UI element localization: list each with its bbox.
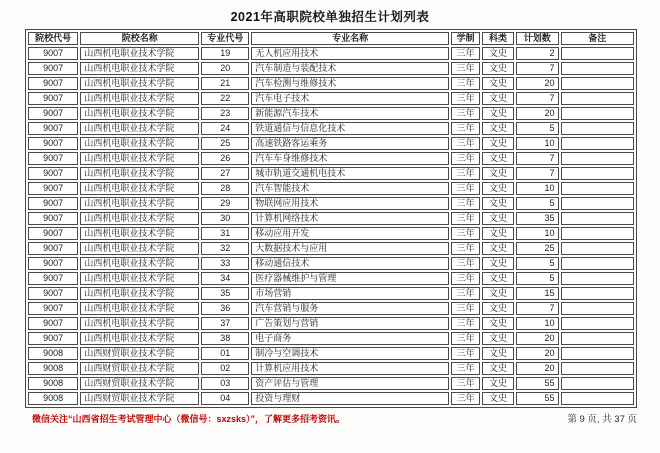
plan-count-cell: 20 [516,332,559,345]
enrollment-plan-table [25,29,637,408]
column-header-major-code: 专业代号 [201,32,249,45]
duration-cell: 三年 [451,107,480,120]
duration-cell: 三年 [451,347,480,360]
college-name-cell: 山西机电职业技术学院 [80,257,199,270]
duration-cell: 三年 [451,242,480,255]
plan-count-cell: 35 [516,212,559,225]
duration-cell: 三年 [451,317,480,330]
major-code-cell: 28 [201,182,249,195]
table-row [28,362,634,375]
college-name-cell: 山西机电职业技术学院 [80,272,199,285]
college-name-cell: 山西财贸职业技术学院 [80,392,199,405]
college-code-cell: 9007 [28,287,78,300]
category-cell: 文史 [482,362,514,375]
major-name-cell: 市场营销 [251,287,449,300]
column-header-duration: 学制 [451,32,480,45]
plan-count-cell: 20 [516,107,559,120]
plan-count-cell: 20 [516,77,559,90]
category-cell: 文史 [482,347,514,360]
category-cell: 文史 [482,272,514,285]
duration-cell: 三年 [451,302,480,315]
major-name-cell: 城市轨道交通机电技术 [251,167,449,180]
column-header-college-name: 院校名称 [80,32,199,45]
plan-count-cell: 5 [516,122,559,135]
major-name-cell: 汽车电子技术 [251,92,449,105]
college-name-cell: 山西机电职业技术学院 [80,122,199,135]
category-cell: 文史 [482,377,514,390]
remark-cell [561,347,634,360]
column-header-college-code: 院校代号 [28,32,78,45]
table-row [28,257,634,270]
college-name-cell: 山西财贸职业技术学院 [80,377,199,390]
category-cell: 文史 [482,302,514,315]
table-row [28,332,634,345]
duration-cell: 三年 [451,92,480,105]
duration-cell: 三年 [451,137,480,150]
duration-cell: 三年 [451,77,480,90]
duration-cell: 三年 [451,257,480,270]
plan-count-cell: 10 [516,137,559,150]
college-name-cell: 山西机电职业技术学院 [80,302,199,315]
footer-notice: 微信关注“山西省招生考试管理中心（微信号：sxzsks）”，了解更多招考资讯。 [32,414,346,424]
college-code-cell: 9007 [28,122,78,135]
duration-cell: 三年 [451,62,480,75]
major-code-cell: 19 [201,47,249,60]
college-code-cell: 9008 [28,392,78,405]
college-code-cell: 9008 [28,347,78,360]
plan-count-cell: 55 [516,392,559,405]
college-code-cell: 9007 [28,197,78,210]
duration-cell: 三年 [451,197,480,210]
remark-cell [561,242,634,255]
college-name-cell: 山西机电职业技术学院 [80,77,199,90]
duration-cell: 三年 [451,152,480,165]
major-code-cell: 34 [201,272,249,285]
category-cell: 文史 [482,317,514,330]
category-cell: 文史 [482,107,514,120]
college-name-cell: 山西机电职业技术学院 [80,212,199,225]
major-code-cell: 38 [201,332,249,345]
major-name-cell: 汽车智能技术 [251,182,449,195]
category-cell: 文史 [482,257,514,270]
duration-cell: 三年 [451,227,480,240]
table-row [28,62,634,75]
major-name-cell: 大数据技术与应用 [251,242,449,255]
college-name-cell: 山西机电职业技术学院 [80,92,199,105]
table-row [28,122,634,135]
major-name-cell: 广告策划与营销 [251,317,449,330]
college-code-cell: 9007 [28,332,78,345]
major-code-cell: 31 [201,227,249,240]
major-code-cell: 36 [201,302,249,315]
college-code-cell: 9007 [28,77,78,90]
major-code-cell: 03 [201,377,249,390]
table-row [28,317,634,330]
table-row [28,212,634,225]
table-row [28,197,634,210]
duration-cell: 三年 [451,167,480,180]
major-code-cell: 25 [201,137,249,150]
remark-cell [561,392,634,405]
duration-cell: 三年 [451,377,480,390]
table-row [28,302,634,315]
plan-count-cell: 5 [516,197,559,210]
remark-cell [561,62,634,75]
remark-cell [561,77,634,90]
table-row [28,377,634,390]
major-code-cell: 26 [201,152,249,165]
duration-cell: 三年 [451,182,480,195]
major-name-cell: 汽车营销与服务 [251,302,449,315]
category-cell: 文史 [482,47,514,60]
college-code-cell: 9007 [28,107,78,120]
major-code-cell: 20 [201,62,249,75]
plan-count-cell: 20 [516,362,559,375]
college-code-cell: 9007 [28,167,78,180]
college-code-cell: 9007 [28,92,78,105]
table-row [28,167,634,180]
category-cell: 文史 [482,242,514,255]
category-cell: 文史 [482,122,514,135]
college-name-cell: 山西机电职业技术学院 [80,332,199,345]
remark-cell [561,272,634,285]
major-code-cell: 30 [201,212,249,225]
category-cell: 文史 [482,167,514,180]
column-header-plan-count: 计划数 [516,32,559,45]
college-name-cell: 山西财贸职业技术学院 [80,362,199,375]
college-code-cell: 9007 [28,272,78,285]
major-code-cell: 04 [201,392,249,405]
remark-cell [561,317,634,330]
remark-cell [561,152,634,165]
college-code-cell: 9007 [28,62,78,75]
college-code-cell: 9007 [28,227,78,240]
college-code-cell: 9007 [28,212,78,225]
remark-cell [561,182,634,195]
major-name-cell: 无人机应用技术 [251,47,449,60]
college-name-cell: 山西机电职业技术学院 [80,167,199,180]
major-name-cell: 移动通信技术 [251,257,449,270]
category-cell: 文史 [482,77,514,90]
college-name-cell: 山西机电职业技术学院 [80,137,199,150]
column-header-major-name: 专业名称 [251,32,449,45]
college-name-cell: 山西机电职业技术学院 [80,62,199,75]
remark-cell [561,137,634,150]
major-name-cell: 投资与理财 [251,392,449,405]
college-code-cell: 9007 [28,317,78,330]
major-name-cell: 铁道通信与信息化技术 [251,122,449,135]
college-name-cell: 山西机电职业技术学院 [80,242,199,255]
remark-cell [561,332,634,345]
remark-cell [561,47,634,60]
table-row [28,242,634,255]
college-code-cell: 9007 [28,302,78,315]
page-indicator: 第 9 页, 共 37 页 [567,414,637,425]
plan-count-cell: 7 [516,62,559,75]
plan-count-cell: 10 [516,227,559,240]
plan-count-cell: 5 [516,257,559,270]
plan-count-cell: 5 [516,272,559,285]
college-code-cell: 9007 [28,137,78,150]
category-cell: 文史 [482,62,514,75]
college-name-cell: 山西机电职业技术学院 [80,287,199,300]
duration-cell: 三年 [451,332,480,345]
major-name-cell: 电子商务 [251,332,449,345]
duration-cell: 三年 [451,212,480,225]
remark-cell [561,212,634,225]
college-name-cell: 山西机电职业技术学院 [80,152,199,165]
category-cell: 文史 [482,287,514,300]
remark-cell [561,167,634,180]
major-name-cell: 汽车检测与维修技术 [251,77,449,90]
remark-cell [561,122,634,135]
table-row [28,92,634,105]
duration-cell: 三年 [451,392,480,405]
college-code-cell: 9008 [28,377,78,390]
table-row [28,182,634,195]
college-code-cell: 9007 [28,182,78,195]
category-cell: 文史 [482,182,514,195]
college-code-cell: 9008 [28,362,78,375]
major-name-cell: 计算机应用技术 [251,362,449,375]
table-row [28,392,634,405]
major-code-cell: 02 [201,362,249,375]
plan-count-cell: 7 [516,302,559,315]
college-code-cell: 9007 [28,257,78,270]
remark-cell [561,287,634,300]
table-row [28,47,634,60]
plan-count-cell: 25 [516,242,559,255]
major-code-cell: 32 [201,242,249,255]
college-name-cell: 山西机电职业技术学院 [80,317,199,330]
major-name-cell: 计算机网络技术 [251,212,449,225]
duration-cell: 三年 [451,287,480,300]
table-row [28,227,634,240]
duration-cell: 三年 [451,47,480,60]
table-row [28,287,634,300]
college-code-cell: 9007 [28,242,78,255]
page-title: 2021年高职院校单独招生计划列表 [230,10,430,24]
table-row [28,77,634,90]
plan-count-cell: 7 [516,167,559,180]
table-row [28,347,634,360]
plan-count-cell: 55 [516,377,559,390]
duration-cell: 三年 [451,362,480,375]
plan-count-cell: 7 [516,92,559,105]
plan-count-cell: 2 [516,47,559,60]
category-cell: 文史 [482,227,514,240]
remark-cell [561,107,634,120]
major-code-cell: 27 [201,167,249,180]
major-name-cell: 医疗器械维护与管理 [251,272,449,285]
college-name-cell: 山西机电职业技术学院 [80,47,199,60]
major-name-cell: 汽车车身维修技术 [251,152,449,165]
category-cell: 文史 [482,212,514,225]
remark-cell [561,197,634,210]
major-name-cell: 高速铁路客运乘务 [251,137,449,150]
category-cell: 文史 [482,197,514,210]
remark-cell [561,92,634,105]
major-code-cell: 21 [201,77,249,90]
college-name-cell: 山西机电职业技术学院 [80,182,199,195]
category-cell: 文史 [482,152,514,165]
major-code-cell: 29 [201,197,249,210]
duration-cell: 三年 [451,272,480,285]
remark-cell [561,362,634,375]
category-cell: 文史 [482,332,514,345]
table-row [28,137,634,150]
major-code-cell: 22 [201,92,249,105]
category-cell: 文史 [482,137,514,150]
table-header-row [28,32,634,45]
college-code-cell: 9007 [28,152,78,165]
remark-cell [561,257,634,270]
category-cell: 文史 [482,92,514,105]
column-header-category: 科类 [482,32,514,45]
college-code-cell: 9007 [28,47,78,60]
table-row [28,107,634,120]
remark-cell [561,227,634,240]
college-name-cell: 山西机电职业技术学院 [80,227,199,240]
table-row [28,152,634,165]
major-code-cell: 33 [201,257,249,270]
major-name-cell: 资产评估与管理 [251,377,449,390]
category-cell: 文史 [482,392,514,405]
major-code-cell: 37 [201,317,249,330]
plan-count-cell: 10 [516,182,559,195]
plan-count-cell: 7 [516,152,559,165]
college-name-cell: 山西机电职业技术学院 [80,107,199,120]
major-name-cell: 新能源汽车技术 [251,107,449,120]
major-code-cell: 35 [201,287,249,300]
plan-count-cell: 20 [516,347,559,360]
major-name-cell: 汽车制造与装配技术 [251,62,449,75]
college-name-cell: 山西机电职业技术学院 [80,197,199,210]
major-code-cell: 24 [201,122,249,135]
major-name-cell: 物联网应用技术 [251,197,449,210]
column-header-remark: 备注 [561,32,634,45]
plan-count-cell: 10 [516,317,559,330]
major-name-cell: 移动应用开发 [251,227,449,240]
duration-cell: 三年 [451,122,480,135]
plan-count-cell: 15 [516,287,559,300]
remark-cell [561,377,634,390]
major-code-cell: 01 [201,347,249,360]
college-name-cell: 山西财贸职业技术学院 [80,347,199,360]
major-name-cell: 制冷与空调技术 [251,347,449,360]
major-code-cell: 23 [201,107,249,120]
remark-cell [561,302,634,315]
page-footer [25,411,637,425]
table-row [28,272,634,285]
